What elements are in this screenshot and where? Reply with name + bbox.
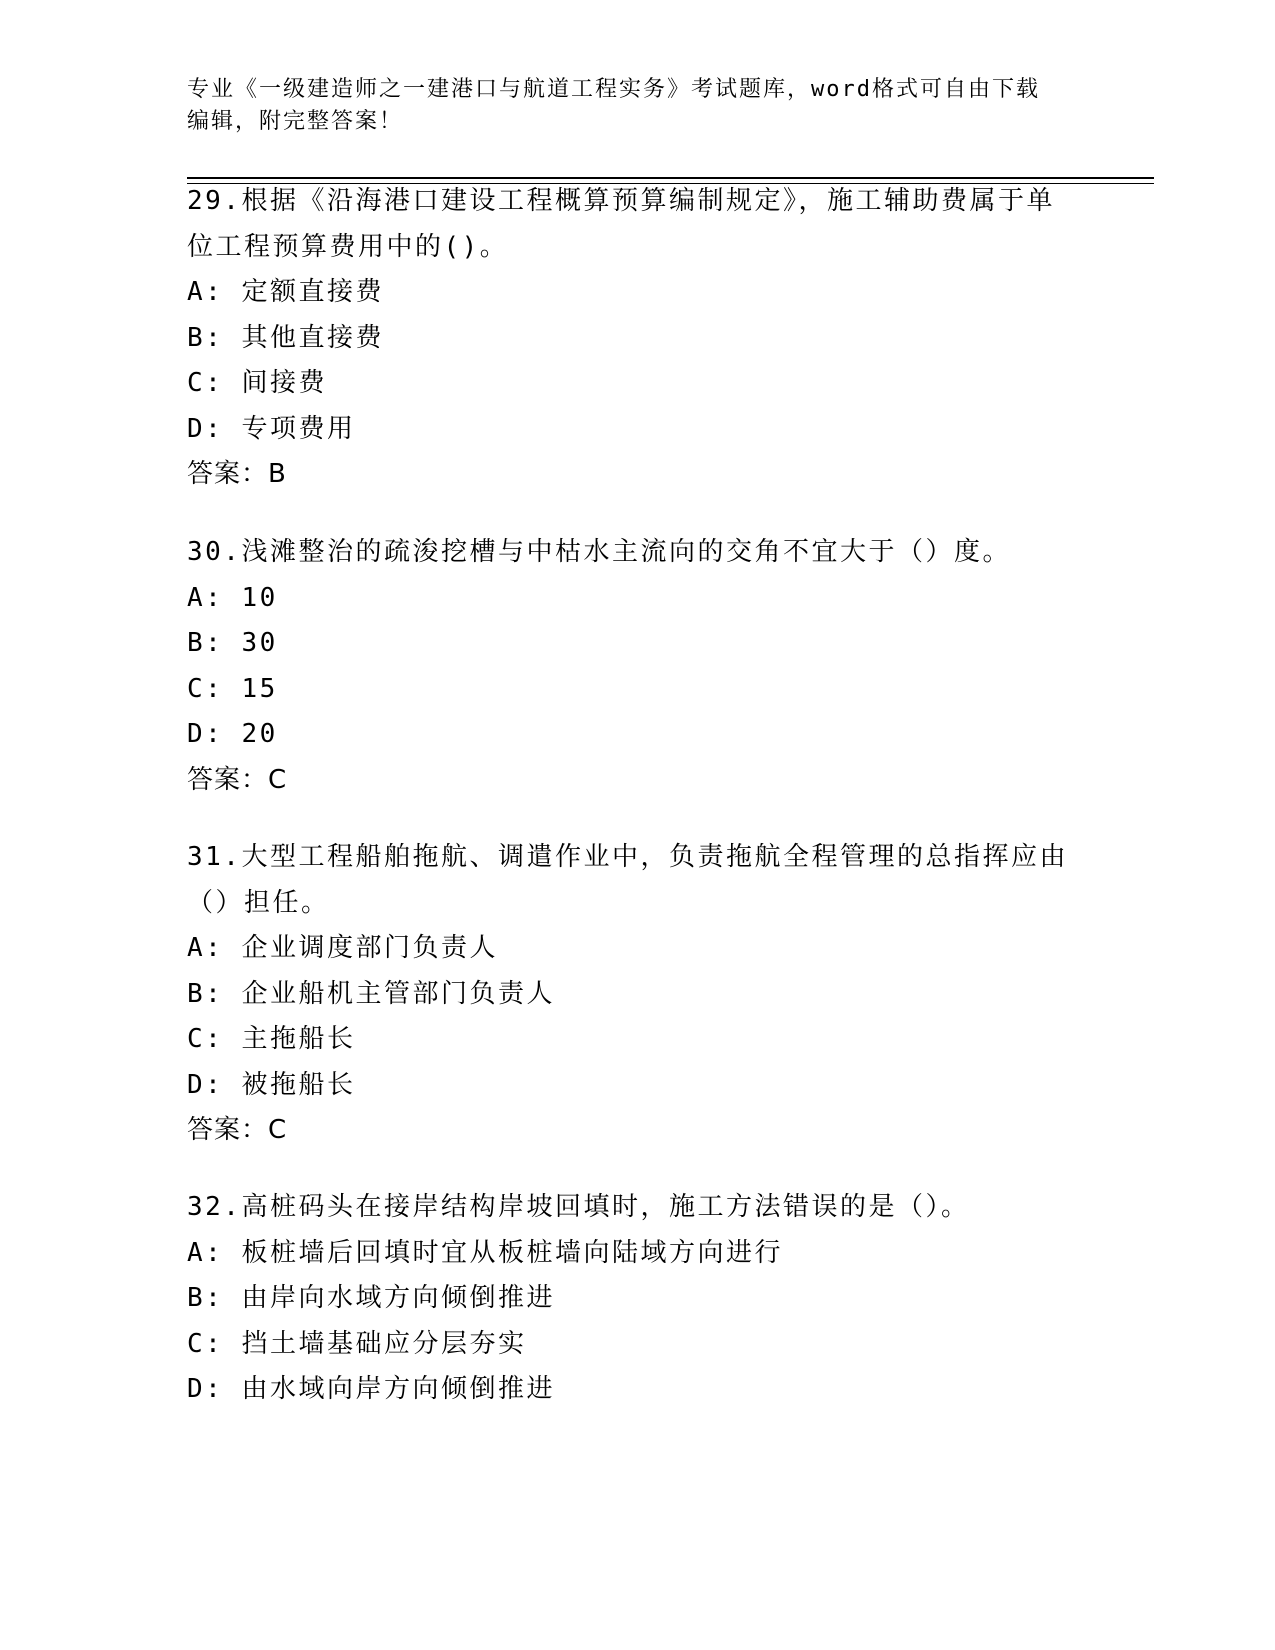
option-b: B: 由岸向水域方向倾倒推进 xyxy=(187,1283,555,1313)
answer-line: 答案：B xyxy=(187,459,287,489)
question-32 xyxy=(187,1185,1087,1413)
option-a: A: 板桩墙后回填时宜从板桩墙向陆域方向进行 xyxy=(187,1237,783,1268)
question-30 xyxy=(187,530,1087,803)
document-header xyxy=(187,74,1087,138)
question-29 xyxy=(187,179,1087,498)
answer-line: 答案：C xyxy=(187,1115,288,1145)
option-c: C: 主拖船长 xyxy=(187,1024,356,1054)
option-b: B: 30 xyxy=(187,628,278,658)
question-stem-line: 30.浅滩整治的疏浚挖槽与中枯水主流向的交角不宜大于（）度。 xyxy=(187,537,1011,567)
option-b: B: 企业船机主管部门负责人 xyxy=(187,978,555,1009)
option-c: C: 挡土墙基础应分层夯实 xyxy=(187,1328,527,1359)
option-d: D: 专项费用 xyxy=(187,413,356,444)
question-stem-line: 32.高桩码头在接岸结构岸坡回填时，施工方法错误的是（）。 xyxy=(187,1192,970,1222)
option-d: D: 20 xyxy=(187,719,278,749)
option-c: C: 间接费 xyxy=(187,368,327,398)
question-31 xyxy=(187,835,1087,1154)
question-stem-line: 31.大型工程船舶拖航、调遣作业中，负责拖航全程管理的总指挥应由 xyxy=(187,842,1068,872)
header-line-1: 专业《一级建造师之一建港口与航道工程实务》考试题库，word格式可自由下载 xyxy=(187,77,1040,102)
question-stem-line: 29.根据《沿海港口建设工程概算预算编制规定》，施工辅助费属于单 xyxy=(187,186,1055,216)
header-line-2: 编辑，附完整答案！ xyxy=(187,109,404,134)
option-a: A: 企业调度部门负责人 xyxy=(187,933,498,963)
question-stem-line: 位工程预算费用中的()。 xyxy=(187,231,509,262)
option-a: A: 10 xyxy=(187,582,278,613)
option-a: A: 定额直接费 xyxy=(187,277,384,307)
option-d: D: 被拖船长 xyxy=(187,1069,356,1100)
option-c: C: 15 xyxy=(187,673,278,704)
option-b: B: 其他直接费 xyxy=(187,322,384,353)
question-stem-line: （）担任。 xyxy=(187,887,330,918)
answer-line: 答案：C xyxy=(187,764,288,795)
option-d: D: 由水域向岸方向倾倒推进 xyxy=(187,1374,555,1404)
